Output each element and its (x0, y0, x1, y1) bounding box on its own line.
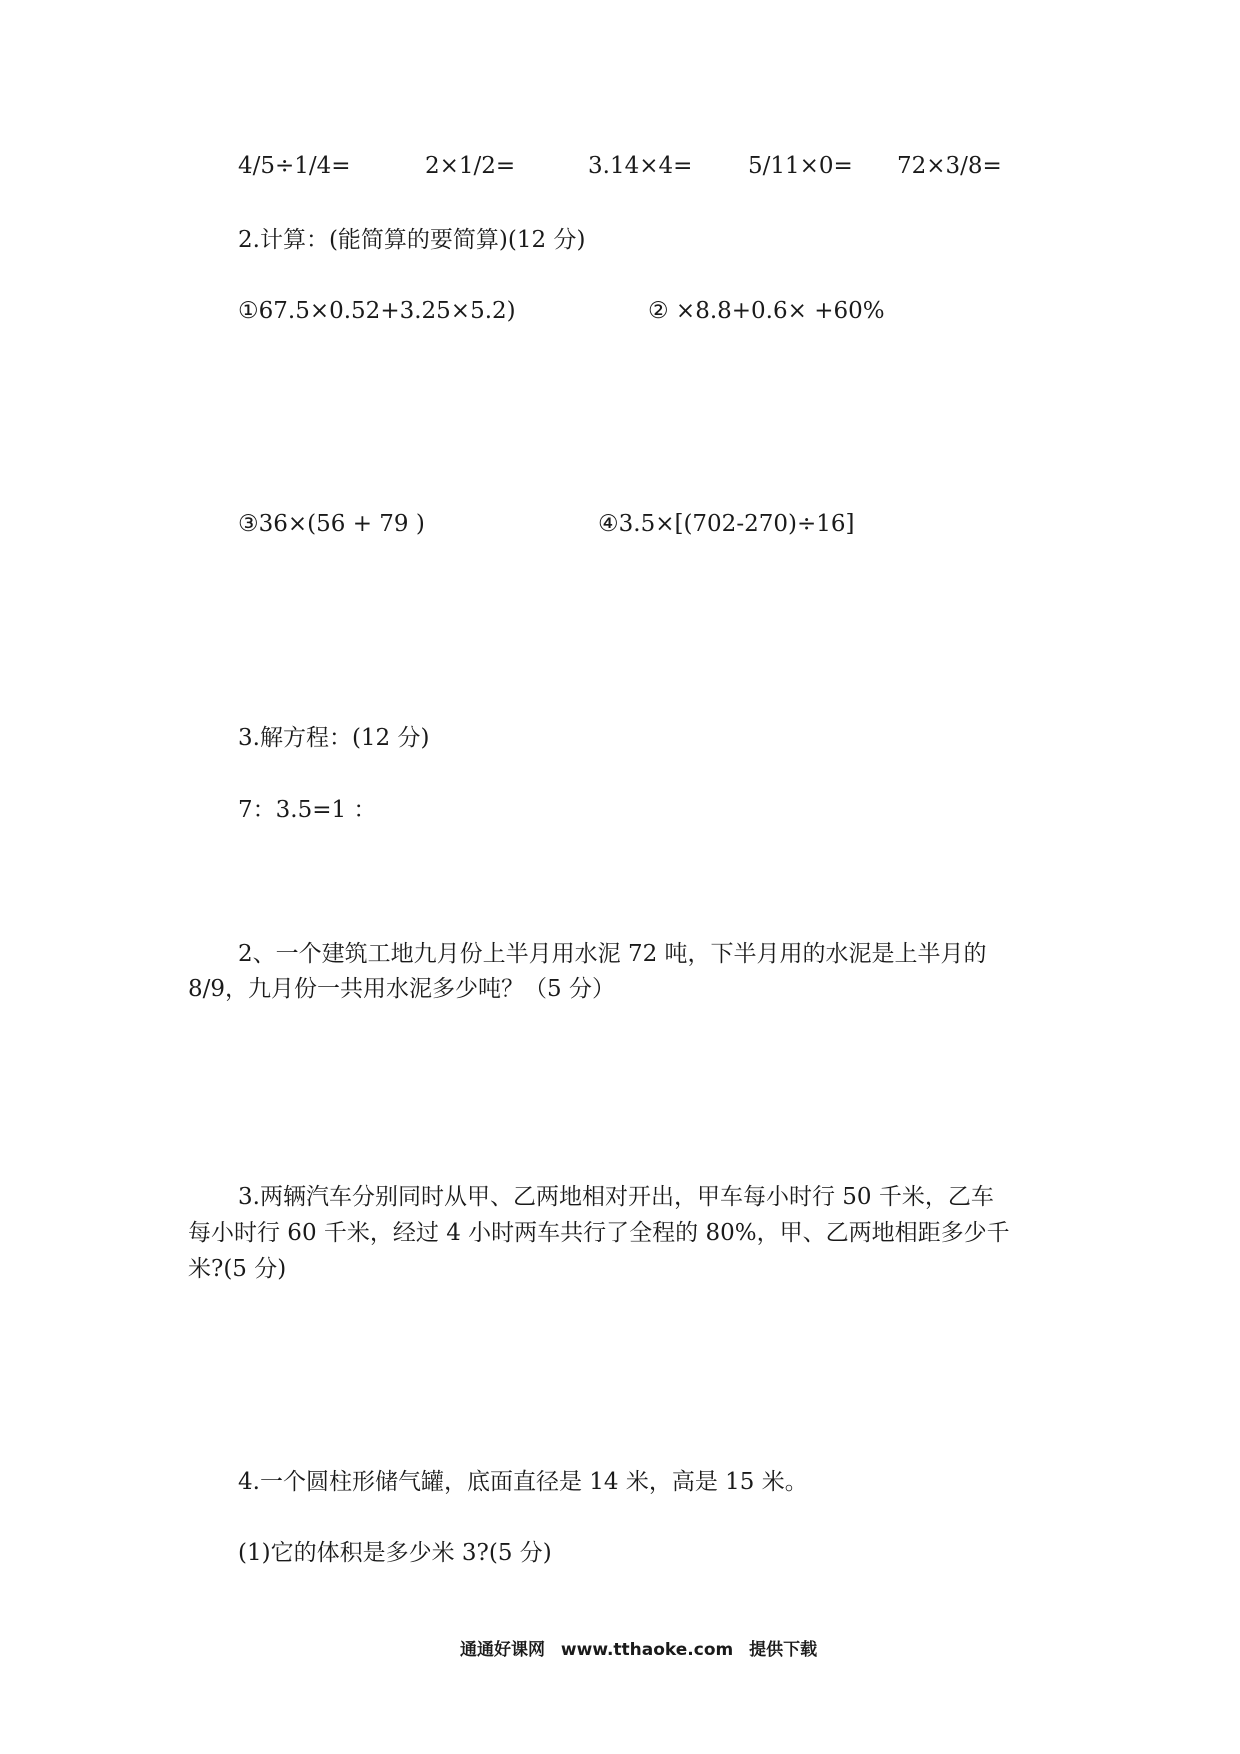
problem3-line-2: 每小时行 60 千米，经过 4 小时两车共行了全程的 80%，甲、乙两地相距多少千 (188, 1220, 1010, 1246)
problem4-sub-1: (1)它的体积是多少米 3?(5 分) (238, 1540, 552, 1566)
problem3-line-1: 3.两辆汽车分别同时从甲、乙两地相对开出，甲车每小时行 50 千米，乙车 (238, 1184, 994, 1210)
problem2-line-2: 8/9，九月份一共用水泥多少吨？（5 分） (188, 976, 615, 1002)
oral-calc-item-3: 3.14×4= (588, 153, 693, 179)
section3-heading: 3.解方程：(12 分) (238, 725, 430, 751)
oral-calc-item-2: 2×1/2= (425, 153, 516, 179)
page-footer (460, 1635, 827, 1660)
section3-equation: 7：3.5=1 ： (238, 797, 377, 823)
footer-site-name: 通通好课网 (460, 1640, 545, 1660)
section2-question-3: ③36×(56 + 79 ) (238, 511, 425, 537)
section2-question-2: ② ×8.8+0.6× +60% (648, 298, 885, 324)
section2-question-1: ①67.5×0.52+3.25×5.2) (238, 298, 516, 324)
problem3-line-3: 米?(5 分) (188, 1256, 287, 1282)
oral-calc-item-4: 5/11×0= (748, 153, 853, 179)
footer-url: www.tthaoke.com (560, 1640, 734, 1660)
section2-question-4: ④3.5×[(702-270)÷16] (598, 511, 855, 537)
section2-heading: 2.计算：(能简算的要简算)(12 分) (238, 227, 586, 253)
oral-calc-item-5: 72×3/8= (897, 153, 1002, 179)
oral-calc-item-1: 4/5÷1/4= (238, 153, 351, 179)
problem2-line-1: 2、一个建筑工地九月份上半月用水泥 72 吨，下半月用的水泥是上半月的 (238, 941, 987, 967)
footer-note: 提供下载 (749, 1640, 818, 1660)
problem4-line-1: 4.一个圆柱形储气罐，底面直径是 14 米，高是 15 米。 (238, 1469, 808, 1495)
